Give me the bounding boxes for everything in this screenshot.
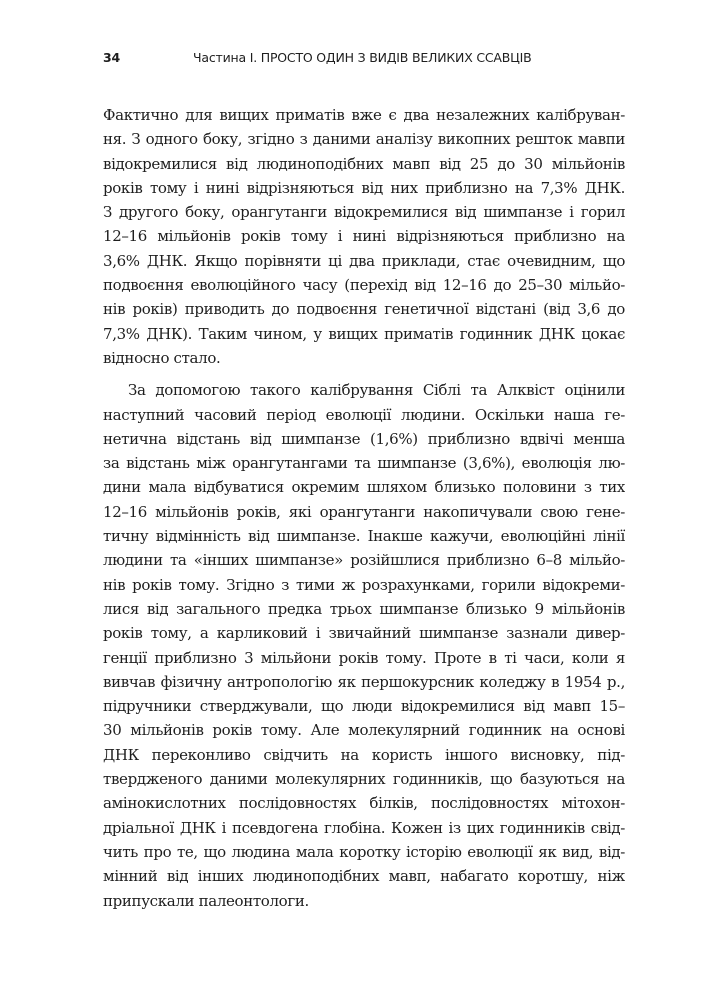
text-line: ДНК переконливо свідчить на користь іншого висновку, під-: [103, 745, 625, 764]
text-line: подвоєння еволюційного часу (перехід від 12–16 до 25–30 мільйо-: [103, 276, 625, 295]
text-line: 7,3% ДНК). Таким чином, у вищих приматів годинник ДНК цокає: [103, 324, 625, 343]
text-line: амінокислотних послідовностях білків, послідовностях мітохон-: [103, 794, 625, 813]
text-line: років тому, а карликовий і звичайний шимпанзе зазнали дивер-: [103, 624, 625, 643]
text-line: генції приблизно 3 мільйони років тому. Проте в ті часи, коли я: [103, 648, 625, 667]
text-line: відокремилися від людиноподібних мавп від 25 до 30 мільйонів: [103, 154, 625, 173]
text-line: лися від загального предка трьох шимпанзе близько 9 мільйонів: [103, 599, 625, 618]
text-line: нів років) приводить до подвоєння генетичної відстані (від 3,6 до: [103, 300, 625, 319]
text-line: чить про те, що людина мала коротку історію еволюції як вид, від-: [103, 842, 625, 861]
running-title: Частина І. ПРОСТО ОДИН З ВИДІВ ВЕЛИКИХ ССАВЦІВ: [193, 50, 532, 65]
page-number: 34: [103, 50, 120, 65]
text-line: За допомогою такого калібрування Сіблі та Алквіст оцінили: [128, 381, 625, 400]
text-line: нів років тому. Згідно з тими ж розрахунками, горили відокреми-: [103, 575, 625, 594]
text-line: ня. З одного боку, згідно з даними аналізу викопних решток мавпи: [103, 130, 625, 149]
paragraph-2: [103, 378, 625, 913]
text-line: вивчав фізичну антропологію як першокурсник коледжу в 1954 р.,: [103, 672, 625, 691]
text-line: мінний від інших людиноподібних мавп, набагато коротшу, ніж: [103, 867, 625, 886]
text-line: тичну відмінність від шимпанзе. Інакше кажучи, еволюційні лінії: [103, 527, 625, 546]
text-line: підручники стверджували, що люди відокремилися від мавп 15–: [103, 697, 625, 716]
paragraph-gap: [103, 370, 625, 378]
paragraph-1: [103, 103, 625, 370]
body-text: [103, 103, 625, 913]
text-line: нетична відстань від шимпанзе (1,6%) приблизно вдвічі менша: [103, 429, 625, 448]
text-line: твердженого даними молекулярних годинників, що базуються на: [103, 770, 625, 789]
text-line: відносно стало.: [103, 348, 221, 367]
text-line: 12–16 мільйонів років тому і нині відрізняються приблизно на: [103, 227, 625, 246]
page-header: [103, 47, 625, 69]
text-line: людини та «інших шимпанзе» розійшлися приблизно 6–8 мільйо-: [103, 551, 625, 570]
text-line: за відстань між орангутангами та шимпанзе (3,6%), еволюція лю-: [103, 454, 625, 473]
text-line: 12–16 мільйонів років, які орангутанги накопичували свою гене-: [103, 502, 625, 521]
text-line: наступний часовий період еволюції людини. Оскільки наша ге-: [103, 405, 625, 424]
text-line: дини мала відбуватися окремим шляхом близько половини з тих: [103, 478, 625, 497]
text-line: 30 мільйонів років тому. Але молекулярний годинник на основі: [103, 721, 625, 740]
text-line: дріальної ДНК і псевдогена глобіна. Кожен із цих годинників свід-: [103, 818, 625, 837]
text-line: 3,6% ДНК. Якщо порівняти ці два приклади, стає очевидним, що: [103, 251, 625, 270]
text-line: років тому і нині відрізняються від них приблизно на 7,3% ДНК.: [103, 178, 625, 197]
text-line: З другого боку, орангутанги відокремилися від шимпанзе і горил: [103, 203, 625, 222]
text-line: припускали палеонтологи.: [103, 891, 309, 910]
text-line: Фактично для вищих приматів вже є два незалежних калібруван-: [103, 106, 625, 124]
